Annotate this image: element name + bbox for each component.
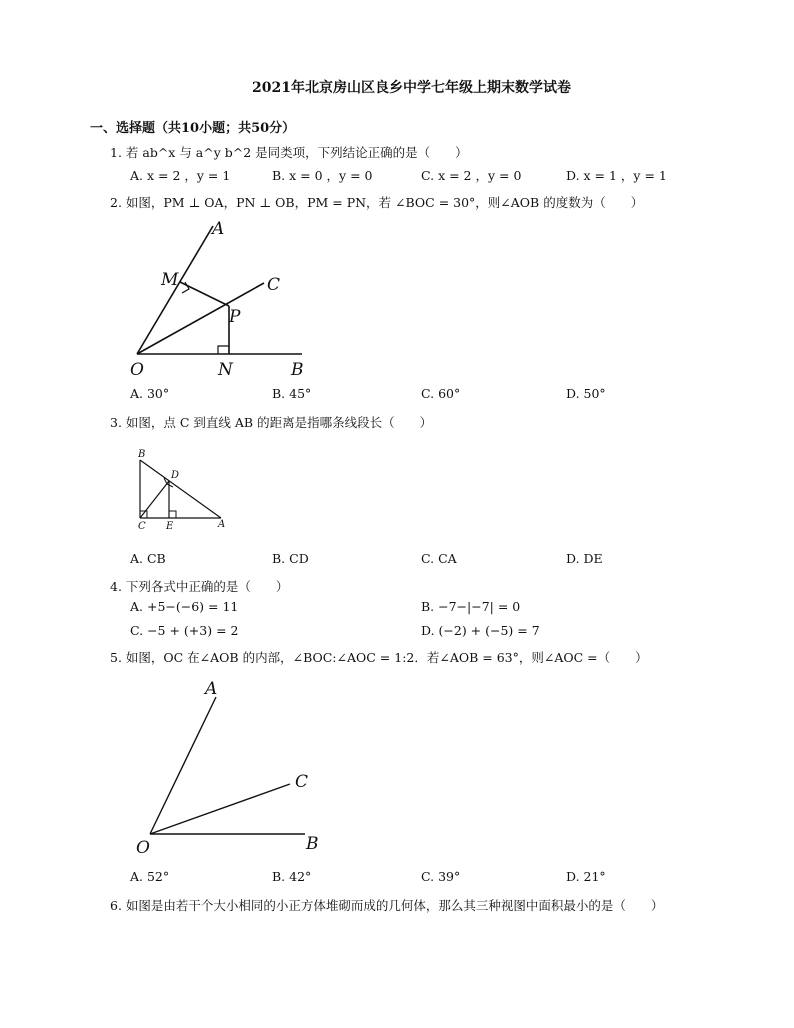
question-5-stem: 5. 如图，OC 在∠AOB 的内部，∠BOC:∠AOC = 1:2．若∠AOB = 63°，则∠AOC =（ ） — [110, 650, 648, 665]
question-2-stem: 2. 如图，PM ⊥ OA，PN ⊥ OB，PM = PN，若 ∠BOC = 30°，则∠AOB 的度数为（ ） — [110, 195, 644, 210]
section-heading: 一、选择题（共10小题；共50分） — [90, 121, 296, 136]
label-n: N — [218, 360, 233, 380]
label-a: A — [212, 219, 225, 239]
question-3-option-d: D. DE — [566, 551, 603, 566]
question-6-stem: 6. 如图是由若干个大小相同的小正方体堆砌而成的几何体，那么其三种视图中面积最小的是（ ） — [110, 898, 664, 913]
question-3-option-a: A. CB — [130, 551, 166, 566]
label-c: C — [295, 772, 309, 792]
label-c: C — [138, 521, 146, 532]
question-3-stem: 3. 如图，点 C 到直线 AB 的距离是指哪条线段长（ ） — [110, 415, 433, 430]
question-1-option-a: A. x = 2 ，y = 1 — [130, 168, 231, 183]
question-3-option-b: B. CD — [272, 551, 309, 566]
question-2-option-b: B. 45° — [272, 386, 312, 401]
label-p: P — [229, 307, 241, 327]
label-b: B — [291, 360, 304, 380]
label-m: M — [161, 270, 179, 290]
question-5-option-d: D. 21° — [566, 869, 606, 884]
label-b: B — [138, 449, 146, 460]
question-2-option-d: D. 50° — [566, 386, 606, 401]
question-5-option-c: C. 39° — [421, 869, 461, 884]
question-4-option-b: B. −7−|−7| = 0 — [421, 599, 521, 614]
question-2-option-c: C. 60° — [421, 386, 461, 401]
question-5-option-a: A. 52° — [130, 869, 170, 884]
question-4-option-c: C. −5 + (+3) = 2 — [130, 623, 239, 638]
question-2-option-a: A. 30° — [130, 386, 170, 401]
question-4-stem: 4. 下列各式中正确的是（ ） — [110, 579, 289, 594]
page-title: 2021年北京房山区良乡中学七年级上期末数学试卷 — [252, 80, 571, 96]
question-1-option-c: C. x = 2 ，y = 0 — [421, 168, 522, 183]
question-1-option-b: B. x = 0 ，y = 0 — [272, 168, 373, 183]
label-d: D — [171, 470, 180, 481]
question-5-option-b: B. 42° — [272, 869, 312, 884]
question-4-option-d: D. (−2) + (−5) = 7 — [421, 623, 540, 638]
question-4-option-a: A. +5−(−6) = 11 — [130, 599, 239, 614]
question-3-option-c: C. CA — [421, 551, 457, 566]
label-o: O — [130, 360, 144, 380]
label-b: B — [306, 834, 319, 854]
label-a: A — [205, 679, 218, 699]
label-o: O — [136, 838, 150, 858]
label-e: E — [166, 521, 174, 532]
question-1-option-d: D. x = 1 ，y = 1 — [566, 168, 667, 183]
label-a: A — [218, 519, 226, 530]
question-1-stem: 1. 若 ab^x 与 a^y b^2 是同类项，下列结论正确的是（ ） — [110, 145, 468, 160]
label-c: C — [267, 275, 281, 295]
